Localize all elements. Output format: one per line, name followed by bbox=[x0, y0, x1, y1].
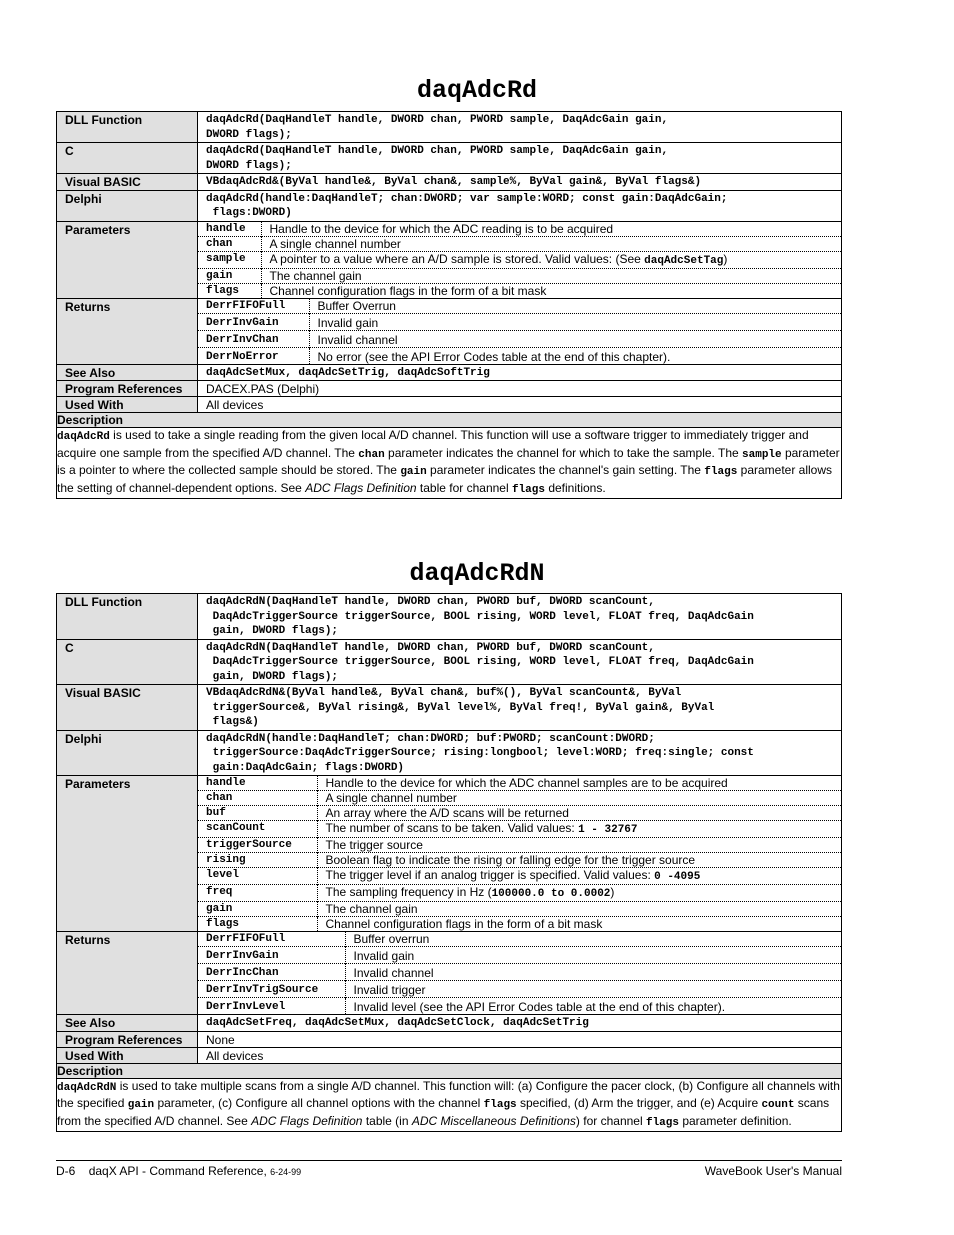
param-desc: The sampling frequency in Hz (100000.0 to 0.0002) bbox=[317, 885, 841, 902]
row-see-also bbox=[57, 364, 842, 381]
param-name: chan bbox=[198, 791, 317, 806]
row-description bbox=[57, 1078, 842, 1132]
label-program-references: Program References bbox=[57, 381, 198, 397]
param-name: sample bbox=[198, 251, 261, 268]
row-used-with bbox=[57, 1047, 842, 1063]
returns-table bbox=[198, 932, 841, 1014]
param-name: flags bbox=[198, 283, 261, 298]
param-row bbox=[198, 902, 841, 917]
function-table-daqadcrdn bbox=[56, 593, 842, 1132]
return-desc: Invalid trigger bbox=[345, 981, 841, 998]
label-see-also: See Also bbox=[57, 1015, 198, 1032]
vb-signature: VBdaqAdcRd&(ByVal handle&, ByVal chan&, sample%, ByVal gain&, ByVal flags&) bbox=[206, 176, 702, 188]
return-desc: Invalid channel bbox=[345, 964, 841, 981]
return-code: DerrInvTrigSource bbox=[198, 981, 345, 998]
label-see-also: See Also bbox=[57, 364, 198, 381]
param-name: handle bbox=[198, 776, 317, 791]
row-used-with bbox=[57, 397, 842, 413]
program-references: None bbox=[198, 1031, 842, 1047]
label-c: C bbox=[57, 639, 198, 685]
see-also-list: daqAdcSetFreq, daqAdcSetMux, daqAdcSetClock, daqAdcSetTrig bbox=[206, 1017, 589, 1029]
delphi-signature: daqAdcRd(handle:DaqHandleT; chan:DWORD; var sample:WORD; const gain:DaqAdcGain; flags:DWORD) bbox=[206, 192, 728, 219]
row-see-also bbox=[57, 1015, 842, 1032]
param-desc: Channel configuration flags in the form of a bit mask bbox=[261, 283, 841, 298]
row-program-references bbox=[57, 381, 842, 397]
row-description-header bbox=[57, 1063, 842, 1078]
dll-signature: daqAdcRd(DaqHandleT handle, DWORD chan, PWORD sample, DaqAdcGain gain, DWORD flags); bbox=[206, 114, 669, 141]
row-dll-function bbox=[57, 112, 842, 143]
param-desc: A single channel number bbox=[317, 791, 841, 806]
doc-date: 6-24-99 bbox=[270, 1167, 302, 1177]
param-name: buf bbox=[198, 806, 317, 821]
param-desc: Boolean flag to indicate the rising or falling edge for the trigger source bbox=[317, 853, 841, 868]
doc-title: daqX API - Command Reference, bbox=[88, 1164, 267, 1178]
param-name: gain bbox=[198, 902, 317, 917]
param-row bbox=[198, 917, 841, 932]
label-used-with: Used With bbox=[57, 397, 198, 413]
param-name: handle bbox=[198, 222, 261, 237]
row-returns bbox=[57, 932, 842, 1015]
param-desc: A pointer to a value where an A/D sample is stored. Valid values: (See daqAdcSetTag) bbox=[261, 251, 841, 268]
row-program-references bbox=[57, 1031, 842, 1047]
row-visual-basic bbox=[57, 685, 842, 731]
parameters-table bbox=[198, 776, 841, 931]
param-row bbox=[198, 838, 841, 853]
row-c bbox=[57, 639, 842, 685]
returns-table bbox=[198, 299, 841, 364]
label-visual-basic: Visual BASIC bbox=[57, 685, 198, 731]
return-code: DerrInvChan bbox=[198, 330, 309, 347]
param-desc: A single channel number bbox=[261, 236, 841, 251]
param-row bbox=[198, 791, 841, 806]
param-name: rising bbox=[198, 853, 317, 868]
param-row bbox=[198, 821, 841, 838]
return-code: DerrIncChan bbox=[198, 964, 345, 981]
return-row bbox=[198, 998, 841, 1015]
footer-left bbox=[56, 1164, 301, 1178]
dll-signature: daqAdcRdN(DaqHandleT handle, DWORD chan, PWORD buf, DWORD scanCount, DaqAdcTriggerSource triggerSource, BOOL rising, WORD level, FLOAT freq, DaqAdcGain gain, DWORD flags); bbox=[206, 596, 754, 637]
description-text: daqAdcRd is used to take a single reading from the given local A/D channel. This function will use a software trigger to immediately trigger and acquire one sample from the specified A/D channel. The chan parameter indicates the channel for which to take the sample. The sample parameter is a pointer to where the collected sample should be stored. The gain parameter indicates the channel's gain setting. The flags parameter allows the setting of channel-dependent options. See ADC Flags Definition table for channel flags definitions. bbox=[57, 428, 842, 499]
program-references: DACEX.PAS (Delphi) bbox=[198, 381, 842, 397]
param-row bbox=[198, 806, 841, 821]
param-desc: The number of scans to be taken. Valid values: 1 - 32767 bbox=[317, 821, 841, 838]
label-program-references: Program References bbox=[57, 1031, 198, 1047]
param-row bbox=[198, 251, 841, 268]
label-dll-function: DLL Function bbox=[57, 112, 198, 143]
footer-rule bbox=[56, 1160, 842, 1161]
return-desc: Buffer Overrun bbox=[317, 298, 396, 313]
row-parameters bbox=[57, 776, 842, 932]
return-row bbox=[198, 299, 841, 314]
c-signature: daqAdcRd(DaqHandleT handle, DWORD chan, PWORD sample, DaqAdcGain gain, DWORD flags); bbox=[206, 145, 669, 172]
param-desc: Handle to the device for which the ADC reading is to be acquired bbox=[269, 221, 614, 236]
row-delphi bbox=[57, 190, 842, 221]
param-row bbox=[198, 268, 841, 283]
row-dll-function bbox=[57, 594, 842, 640]
label-visual-basic: Visual BASIC bbox=[57, 174, 198, 191]
row-returns bbox=[57, 298, 842, 364]
param-row bbox=[198, 236, 841, 251]
param-name: triggerSource bbox=[198, 838, 317, 853]
param-row bbox=[198, 868, 841, 885]
return-desc: Invalid gain bbox=[345, 947, 841, 964]
page-number: D-6 bbox=[56, 1164, 76, 1178]
section-title: daqAdcRdN bbox=[409, 559, 545, 588]
return-row bbox=[198, 964, 841, 981]
delphi-signature: daqAdcRdN(handle:DaqHandleT; chan:DWORD; buf:PWORD; scanCount:DWORD; triggerSource:DaqAdcTriggerSource; rising:longbool; level:WORD; freq:single; const gain:DaqAdcGain; flags:DWORD) bbox=[206, 732, 754, 774]
label-dll-function: DLL Function bbox=[57, 594, 198, 640]
label-returns: Returns bbox=[57, 932, 198, 1015]
label-c: C bbox=[57, 143, 198, 174]
param-row bbox=[198, 283, 841, 298]
label-delphi: Delphi bbox=[57, 730, 198, 776]
param-desc: Handle to the device for which the ADC channel samples are to be acquired bbox=[325, 776, 728, 790]
label-returns: Returns bbox=[57, 298, 198, 364]
return-code: DerrNoError bbox=[198, 347, 309, 364]
return-code: DerrInvLevel bbox=[198, 998, 345, 1015]
row-parameters bbox=[57, 221, 842, 298]
label-used-with: Used With bbox=[57, 1047, 198, 1063]
used-with: All devices bbox=[198, 1047, 842, 1063]
c-signature: daqAdcRdN(DaqHandleT handle, DWORD chan, PWORD buf, DWORD scanCount, DaqAdcTriggerSource triggerSource, BOOL rising, WORD level, FLOAT freq, DaqAdcGain gain, DWORD flags); bbox=[206, 641, 754, 683]
return-row bbox=[198, 932, 841, 947]
row-visual-basic bbox=[57, 174, 842, 191]
see-also-list: daqAdcSetMux, daqAdcSetTrig, daqAdcSoftTrig bbox=[206, 366, 490, 379]
function-table-daqadcrd bbox=[56, 111, 842, 499]
param-name: level bbox=[198, 868, 317, 885]
param-desc: The trigger level if an analog trigger is specified. Valid values: 0 -4095 bbox=[317, 868, 841, 885]
param-desc: The channel gain bbox=[261, 268, 841, 283]
description-text: daqAdcRdN is used to take multiple scans from a single A/D channel. This function will: (a) Configure the pacer clock, (b) Configure all channels with the specified gain parameter, (c) Configure all channel options with the channel flags specified, (d) Arm the trigger, and (e) Acquire count scans from the specified A/D channel. See ADC Flags Definition table (in ADC Miscellaneous Definitions) for channel flags parameter definition. bbox=[57, 1078, 842, 1132]
label-parameters: Parameters bbox=[57, 221, 198, 298]
param-row bbox=[198, 885, 841, 902]
param-desc: The channel gain bbox=[317, 902, 841, 917]
return-desc: Invalid channel bbox=[309, 330, 841, 347]
param-row bbox=[198, 776, 841, 791]
param-name: freq bbox=[198, 885, 317, 902]
return-row bbox=[198, 947, 841, 964]
return-code: DerrInvGain bbox=[198, 947, 345, 964]
param-name: chan bbox=[198, 236, 261, 251]
parameters-table bbox=[198, 222, 841, 298]
return-code: DerrInvGain bbox=[198, 313, 309, 330]
param-name: flags bbox=[198, 917, 317, 932]
label-delphi: Delphi bbox=[57, 190, 198, 221]
row-description-header bbox=[57, 413, 842, 428]
return-code: DerrFIFOFull bbox=[198, 299, 309, 314]
return-row bbox=[198, 330, 841, 347]
return-row bbox=[198, 347, 841, 364]
param-desc: The trigger source bbox=[317, 838, 841, 853]
param-name: scanCount bbox=[198, 821, 317, 838]
param-row bbox=[198, 853, 841, 868]
param-desc: Channel configuration flags in the form of a bit mask bbox=[317, 917, 841, 932]
return-desc: No error (see the API Error Codes table at the end of this chapter). bbox=[309, 347, 841, 364]
label-description: Description bbox=[57, 1063, 842, 1078]
row-c bbox=[57, 143, 842, 174]
label-description: Description bbox=[57, 413, 842, 428]
param-name: gain bbox=[198, 268, 261, 283]
return-row bbox=[198, 981, 841, 998]
vb-signature: VBdaqAdcRdN&(ByVal handle&, ByVal chan&, buf%(), ByVal scanCount&, ByVal triggerSource&, ByVal rising&, ByVal level%, ByVal freq!, ByVal gain&, ByVal flags&) bbox=[206, 687, 715, 728]
return-desc: Buffer overrun bbox=[353, 932, 430, 946]
section-title: daqAdcRd bbox=[416, 76, 538, 105]
return-desc: Invalid gain bbox=[309, 313, 841, 330]
param-desc: An array where the A/D scans will be returned bbox=[317, 806, 841, 821]
param-row bbox=[198, 222, 841, 237]
return-desc: Invalid level (see the API Error Codes table at the end of this chapter). bbox=[345, 998, 841, 1015]
used-with: All devices bbox=[198, 397, 842, 413]
row-description bbox=[57, 428, 842, 499]
label-parameters: Parameters bbox=[57, 776, 198, 932]
row-delphi bbox=[57, 730, 842, 776]
return-row bbox=[198, 313, 841, 330]
manual-title: WaveBook User's Manual bbox=[704, 1164, 842, 1178]
return-code: DerrFIFOFull bbox=[198, 932, 345, 947]
